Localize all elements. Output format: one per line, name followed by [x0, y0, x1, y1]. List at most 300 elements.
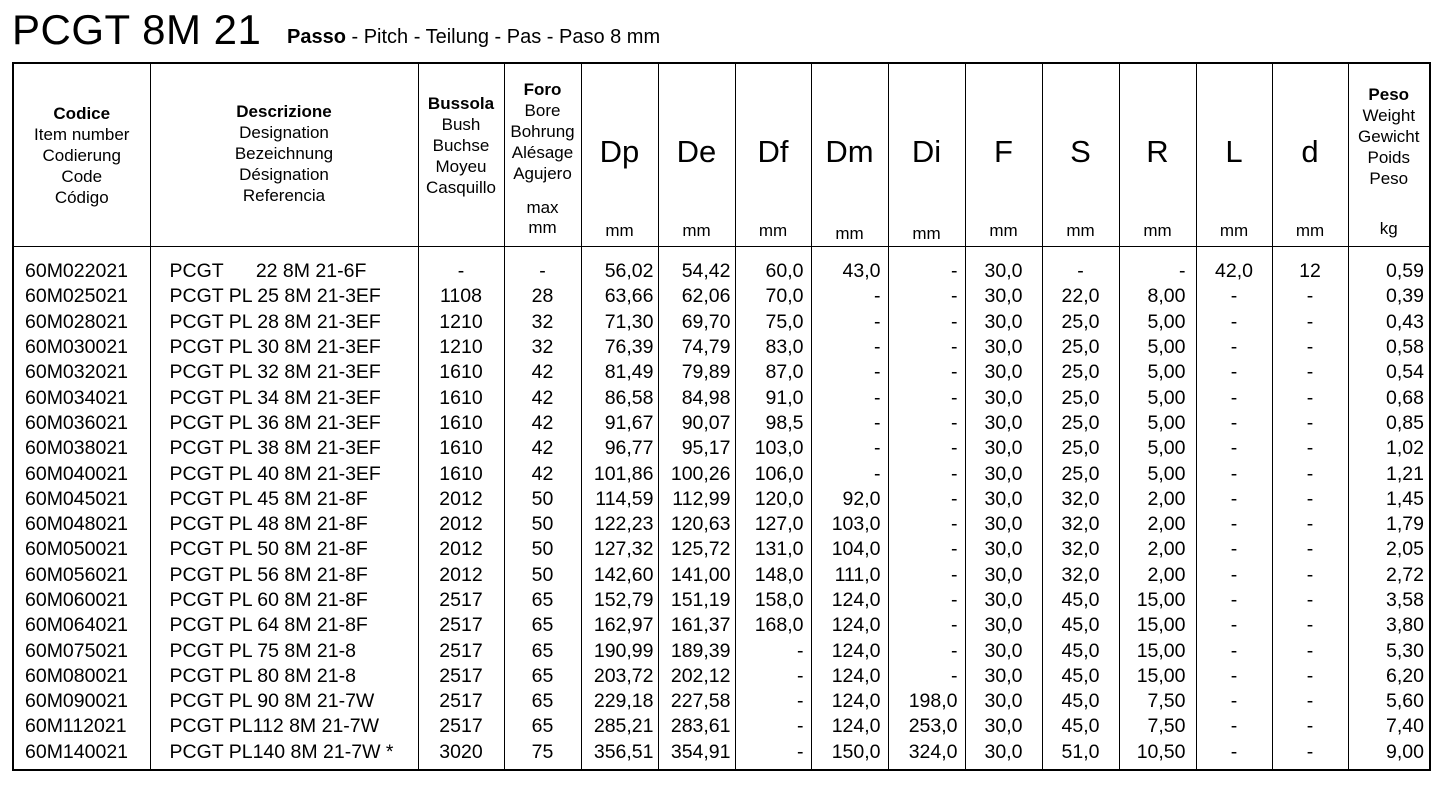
col-header-f: [965, 63, 1042, 247]
cell-dm: -: [811, 284, 888, 309]
df-label: Df: [757, 134, 789, 169]
cell-dp: 63,66: [581, 284, 658, 309]
cell-weight: 0,85: [1348, 411, 1430, 436]
cell-description: PCGT PL 45 8M 21-8F: [150, 487, 418, 512]
de-unit: mm: [682, 221, 711, 240]
col-header-dp: [581, 63, 658, 247]
cell-weight: 6,20: [1348, 664, 1430, 689]
cell-f: 30,0: [965, 689, 1042, 714]
cell-df: 148,0: [735, 563, 811, 588]
cell-f: 30,0: [965, 588, 1042, 613]
cell-r: 2,00: [1119, 487, 1196, 512]
cell-df: 168,0: [735, 613, 811, 638]
cell-dm: -: [811, 360, 888, 385]
cell-de: 84,98: [658, 385, 735, 410]
cell-description: PCGT PL 90 8M 21-7W: [150, 689, 418, 714]
table-row: [13, 360, 1430, 385]
cell-s: 25,0: [1042, 411, 1119, 436]
cell-d: -: [1272, 563, 1348, 588]
bussola-label-es: Casquillo: [426, 177, 496, 197]
cell-description: PCGT PL 36 8M 21-3EF: [150, 411, 418, 436]
dp-unit: mm: [605, 221, 634, 240]
cell-bush: 2517: [418, 588, 504, 613]
table-body: [13, 247, 1430, 770]
col-header-bussola: [418, 63, 504, 247]
cell-r: 5,00: [1119, 436, 1196, 461]
d-label: d: [1301, 134, 1319, 169]
cell-bore-max: 42: [504, 461, 581, 486]
cell-f: 30,0: [965, 335, 1042, 360]
table-row: [13, 512, 1430, 537]
cell-dm: 124,0: [811, 613, 888, 638]
cell-l: -: [1196, 487, 1272, 512]
cell-s: 22,0: [1042, 284, 1119, 309]
cell-description: PCGT PL112 8M 21-7W: [150, 714, 418, 739]
table-row: [13, 310, 1430, 335]
table-row: [13, 689, 1430, 714]
bussola-label: Bussola: [427, 93, 495, 113]
cell-di: -: [888, 664, 965, 689]
cell-bush: 1610: [418, 411, 504, 436]
cell-d: -: [1272, 411, 1348, 436]
cell-description: PCGT PL 30 8M 21-3EF: [150, 335, 418, 360]
cell-de: 202,12: [658, 664, 735, 689]
cell-di: -: [888, 411, 965, 436]
cell-dp: 162,97: [581, 613, 658, 638]
cell-bush: 1210: [418, 310, 504, 335]
cell-bore-max: 65: [504, 638, 581, 663]
cell-s: 51,0: [1042, 740, 1119, 765]
l-unit: mm: [1219, 221, 1249, 240]
cell-dp: 114,59: [581, 487, 658, 512]
table-row: [13, 714, 1430, 739]
table-row: [13, 461, 1430, 486]
cell-description: PCGT PL 48 8M 21-8F: [150, 512, 418, 537]
cell-dm: -: [811, 335, 888, 360]
cell-f: 30,0: [965, 259, 1042, 284]
cell-df: 127,0: [735, 512, 811, 537]
cell-dm: 43,0: [811, 259, 888, 284]
cell-bore-max: 50: [504, 563, 581, 588]
cell-weight: 0,43: [1348, 310, 1430, 335]
cell-dp: 71,30: [581, 310, 658, 335]
foro-max-unit: mm: [528, 218, 557, 237]
cell-s: 45,0: [1042, 689, 1119, 714]
table-row: [13, 613, 1430, 638]
f-unit: mm: [989, 221, 1018, 240]
peso-label-es: Peso: [1369, 169, 1409, 188]
descrizione-label-fr: Désignation: [239, 165, 329, 184]
table-row: [13, 284, 1430, 309]
foro-label-de: Bohrung: [510, 122, 575, 141]
cell-bush: 3020: [418, 740, 504, 765]
cell-r: 8,00: [1119, 284, 1196, 309]
cell-de: 141,00: [658, 563, 735, 588]
table-row: [13, 740, 1430, 765]
cell-s: 45,0: [1042, 588, 1119, 613]
cell-bush: 2517: [418, 613, 504, 638]
cell-df: 91,0: [735, 385, 811, 410]
cell-weight: 2,05: [1348, 537, 1430, 562]
cell-s: 25,0: [1042, 310, 1119, 335]
peso-unit: kg: [1379, 219, 1398, 238]
cell-s: 25,0: [1042, 385, 1119, 410]
cell-description: PCGT PL 34 8M 21-3EF: [150, 385, 418, 410]
cell-l: -: [1196, 411, 1272, 436]
cell-s: 25,0: [1042, 461, 1119, 486]
cell-s: -: [1042, 259, 1119, 284]
cell-s: 25,0: [1042, 360, 1119, 385]
cell-d: -: [1272, 638, 1348, 663]
cell-weight: 3,58: [1348, 588, 1430, 613]
cell-bush: -: [418, 259, 504, 284]
cell-r: -: [1119, 259, 1196, 284]
col-header-df: [735, 63, 811, 247]
cell-f: 30,0: [965, 512, 1042, 537]
cell-de: 90,07: [658, 411, 735, 436]
cell-bore-max: 50: [504, 537, 581, 562]
cell-de: 95,17: [658, 436, 735, 461]
cell-bore-max: 50: [504, 487, 581, 512]
cell-f: 30,0: [965, 310, 1042, 335]
cell-description: PCGT PL 25 8M 21-3EF: [150, 284, 418, 309]
cell-di: -: [888, 259, 965, 284]
cell-r: 15,00: [1119, 664, 1196, 689]
cell-dm: 104,0: [811, 537, 888, 562]
cell-weight: 0,54: [1348, 360, 1430, 385]
cell-di: -: [888, 461, 965, 486]
cell-f: 30,0: [965, 537, 1042, 562]
descrizione-label-de: Bezeichnung: [234, 144, 334, 163]
cell-d: -: [1272, 664, 1348, 689]
cell-d: -: [1272, 360, 1348, 385]
table-row: [13, 385, 1430, 410]
cell-di: -: [888, 436, 965, 461]
cell-df: 70,0: [735, 284, 811, 309]
cell-d: -: [1272, 487, 1348, 512]
codice-label-en: Item number: [34, 124, 130, 144]
cell-bore-max: 32: [504, 335, 581, 360]
cell-r: 5,00: [1119, 385, 1196, 410]
cell-di: -: [888, 360, 965, 385]
foro-max-label: max: [526, 198, 559, 217]
cell-bore-max: 42: [504, 411, 581, 436]
cell-dm: 124,0: [811, 588, 888, 613]
cell-de: 354,91: [658, 740, 735, 765]
cell-di: -: [888, 537, 965, 562]
cell-di: -: [888, 335, 965, 360]
cell-weight: 1,02: [1348, 436, 1430, 461]
cell-f: 30,0: [965, 436, 1042, 461]
cell-bore-max: 42: [504, 385, 581, 410]
cell-item-code: 60M030021: [25, 336, 129, 359]
cell-bush: 1610: [418, 461, 504, 486]
cell-dp: 101,86: [581, 461, 658, 486]
cell-l: -: [1196, 461, 1272, 486]
cell-de: 74,79: [658, 335, 735, 360]
cell-dm: -: [811, 411, 888, 436]
cell-dm: 103,0: [811, 512, 888, 537]
cell-f: 30,0: [965, 360, 1042, 385]
cell-dm: -: [811, 385, 888, 410]
table-spacer-top: [13, 247, 1430, 260]
cell-de: 161,37: [658, 613, 735, 638]
cell-item-code: 60M080021: [25, 664, 129, 687]
cell-df: 103,0: [735, 436, 811, 461]
cell-di: -: [888, 284, 965, 309]
cell-di: -: [888, 638, 965, 663]
cell-f: 30,0: [965, 563, 1042, 588]
cell-dm: -: [811, 310, 888, 335]
cell-bush: 2012: [418, 537, 504, 562]
table-row: [13, 411, 1430, 436]
cell-l: -: [1196, 284, 1272, 309]
cell-di: -: [888, 613, 965, 638]
cell-r: 5,00: [1119, 335, 1196, 360]
cell-bore-max: 65: [504, 689, 581, 714]
cell-s: 45,0: [1042, 613, 1119, 638]
cell-f: 30,0: [965, 638, 1042, 663]
cell-r: 2,00: [1119, 512, 1196, 537]
col-header-d: [1272, 63, 1348, 247]
cell-de: 112,99: [658, 487, 735, 512]
cell-r: 15,00: [1119, 613, 1196, 638]
s-unit: mm: [1066, 221, 1095, 240]
s-label: S: [1070, 134, 1091, 169]
dm-label: Dm: [825, 134, 874, 169]
cell-description: PCGT PL 75 8M 21-8: [150, 638, 418, 663]
peso-label: Peso: [1368, 85, 1410, 104]
cell-r: 15,00: [1119, 588, 1196, 613]
cell-d: -: [1272, 461, 1348, 486]
page-subtitle: [287, 24, 660, 50]
cell-item-code: 60M064021: [25, 614, 129, 637]
col-header-codice: [13, 63, 150, 247]
cell-f: 30,0: [965, 411, 1042, 436]
cell-item-code: 60M028021: [25, 310, 129, 333]
cell-bush: 2517: [418, 689, 504, 714]
r-unit: mm: [1143, 221, 1172, 240]
cell-item-code: 60M034021: [25, 386, 129, 409]
cell-item-code: 60M048021: [25, 513, 129, 536]
cell-item-code: 60M060021: [25, 589, 129, 611]
col-header-l: [1196, 63, 1272, 247]
cell-item-code: 60M022021: [25, 260, 129, 283]
descrizione-label-es: Referencia: [242, 186, 326, 205]
cell-d: -: [1272, 689, 1348, 714]
cell-bore-max: 65: [504, 664, 581, 689]
cell-bush: 1610: [418, 385, 504, 410]
cell-s: 32,0: [1042, 512, 1119, 537]
cell-l: -: [1196, 385, 1272, 410]
foro-label: Foro: [523, 80, 562, 99]
di-label: Di: [911, 134, 942, 169]
cell-f: 30,0: [965, 740, 1042, 765]
cell-r: 7,50: [1119, 714, 1196, 739]
cell-dm: -: [811, 436, 888, 461]
foro-label-fr: Alésage: [511, 143, 574, 162]
cell-r: 5,00: [1119, 461, 1196, 486]
cell-dm: 150,0: [811, 740, 888, 765]
cell-bush: 2012: [418, 487, 504, 512]
cell-weight: 0,39: [1348, 284, 1430, 309]
df-unit: mm: [758, 221, 788, 240]
cell-s: 25,0: [1042, 436, 1119, 461]
table-row: [13, 638, 1430, 663]
codice-label-de: Codierung: [42, 145, 121, 165]
cell-r: 10,50: [1119, 740, 1196, 765]
cell-de: 69,70: [658, 310, 735, 335]
cell-dp: 229,18: [581, 689, 658, 714]
cell-bush: 1108: [418, 284, 504, 309]
cell-dm: 124,0: [811, 664, 888, 689]
cell-df: -: [735, 689, 811, 714]
cell-dm: 92,0: [811, 487, 888, 512]
cell-bush: 2517: [418, 714, 504, 739]
subtitle-pitch-label: Passo: [287, 26, 346, 48]
cell-de: 151,19: [658, 588, 735, 613]
cell-weight: 0,59: [1348, 259, 1430, 284]
cell-dp: 203,72: [581, 664, 658, 689]
cell-df: 158,0: [735, 588, 811, 613]
cell-l: -: [1196, 613, 1272, 638]
table-row: [13, 259, 1430, 284]
cell-description: PCGT PL 56 8M 21-8F: [150, 563, 418, 588]
col-header-de: [658, 63, 735, 247]
cell-de: 125,72: [658, 537, 735, 562]
cell-description: PCGT PL140 8M 21-7W *: [150, 740, 418, 765]
cell-bush: 1610: [418, 360, 504, 385]
cell-l: -: [1196, 537, 1272, 562]
cell-description: PCGT PL 60 8M 21-8F: [150, 588, 418, 613]
cell-s: 32,0: [1042, 537, 1119, 562]
cell-weight: 1,45: [1348, 487, 1430, 512]
cell-l: -: [1196, 512, 1272, 537]
cell-bore-max: 65: [504, 613, 581, 638]
cell-l: -: [1196, 436, 1272, 461]
cell-f: 30,0: [965, 385, 1042, 410]
cell-dp: 91,67: [581, 411, 658, 436]
cell-s: 32,0: [1042, 487, 1119, 512]
cell-bore-max: 65: [504, 714, 581, 739]
col-header-di: [888, 63, 965, 247]
foro-label-es: Agujero: [513, 164, 572, 183]
cell-d: -: [1272, 740, 1348, 765]
cell-d: -: [1272, 385, 1348, 410]
cell-item-code: 60M045021: [25, 487, 129, 510]
cell-description: PCGT PL 40 8M 21-3EF: [150, 461, 418, 486]
cell-f: 30,0: [965, 461, 1042, 486]
cell-dp: 122,23: [581, 512, 658, 537]
cell-item-code: 60M112021: [25, 715, 127, 738]
cell-dm: 111,0: [811, 563, 888, 588]
cell-dp: 76,39: [581, 335, 658, 360]
cell-item-code: 60M038021: [25, 437, 129, 460]
cell-dm: 124,0: [811, 689, 888, 714]
cell-dp: 190,99: [581, 638, 658, 663]
cell-item-code: 60M075021: [25, 639, 129, 662]
dm-unit: mm: [835, 224, 864, 243]
cell-bush: 2517: [418, 638, 504, 663]
col-header-descrizione: [150, 63, 418, 247]
cell-bore-max: 42: [504, 436, 581, 461]
cell-de: 79,89: [658, 360, 735, 385]
cell-df: 60,0: [735, 259, 811, 284]
cell-r: 5,00: [1119, 360, 1196, 385]
cell-weight: 2,72: [1348, 563, 1430, 588]
cell-dp: 56,02: [581, 259, 658, 284]
table-row: [13, 487, 1430, 512]
cell-r: 2,00: [1119, 563, 1196, 588]
cell-df: 87,0: [735, 360, 811, 385]
cell-s: 45,0: [1042, 664, 1119, 689]
cell-di: -: [888, 385, 965, 410]
cell-de: 189,39: [658, 638, 735, 663]
cell-bore-max: 32: [504, 310, 581, 335]
d-unit: mm: [1295, 221, 1325, 240]
cell-dp: 142,60: [581, 563, 658, 588]
cell-di: -: [888, 512, 965, 537]
cell-l: -: [1196, 360, 1272, 385]
table-row: [13, 537, 1430, 562]
cell-bush: 2012: [418, 563, 504, 588]
cell-di: 253,0: [888, 714, 965, 739]
cell-weight: 0,58: [1348, 335, 1430, 360]
cell-d: -: [1272, 714, 1348, 739]
di-unit: mm: [912, 224, 941, 243]
table-row: [13, 436, 1430, 461]
peso-label-de: Gewicht: [1358, 127, 1420, 146]
cell-bore-max: 65: [504, 588, 581, 613]
cell-dm: 124,0: [811, 638, 888, 663]
cell-de: 100,26: [658, 461, 735, 486]
cell-dm: -: [811, 461, 888, 486]
descrizione-label-en: Designation: [239, 123, 329, 142]
cell-df: 131,0: [735, 537, 811, 562]
cell-l: -: [1196, 664, 1272, 689]
cell-de: 62,06: [658, 284, 735, 309]
cell-dp: 127,32: [581, 537, 658, 562]
table-spacer-bottom: [13, 765, 1430, 770]
cell-d: -: [1272, 436, 1348, 461]
l-label: L: [1225, 134, 1243, 169]
cell-di: -: [888, 588, 965, 613]
table-row: [13, 335, 1430, 360]
cell-s: 25,0: [1042, 335, 1119, 360]
cell-de: 54,42: [658, 259, 735, 284]
cell-dp: 96,77: [581, 436, 658, 461]
codice-label-fr: Code: [61, 166, 103, 186]
cell-l: -: [1196, 638, 1272, 663]
cell-dp: 285,21: [581, 714, 658, 739]
table-row: [13, 588, 1430, 613]
cell-d: -: [1272, 284, 1348, 309]
cell-item-code: 60M056021: [25, 563, 129, 586]
cell-description: PCGT 22 8M 21-6F: [150, 259, 418, 284]
page-title: PCGT 8M 21: [12, 6, 262, 53]
cell-l: -: [1196, 310, 1272, 335]
cell-bush: 2012: [418, 512, 504, 537]
cell-r: 15,00: [1119, 638, 1196, 663]
cell-f: 30,0: [965, 284, 1042, 309]
cell-d: -: [1272, 512, 1348, 537]
cell-s: 45,0: [1042, 714, 1119, 739]
cell-weight: 7,40: [1348, 714, 1430, 739]
r-label: R: [1146, 134, 1169, 169]
cell-description: PCGT PL 50 8M 21-8F: [150, 537, 418, 562]
cell-de: 120,63: [658, 512, 735, 537]
cell-item-code: 60M090021: [25, 690, 129, 713]
